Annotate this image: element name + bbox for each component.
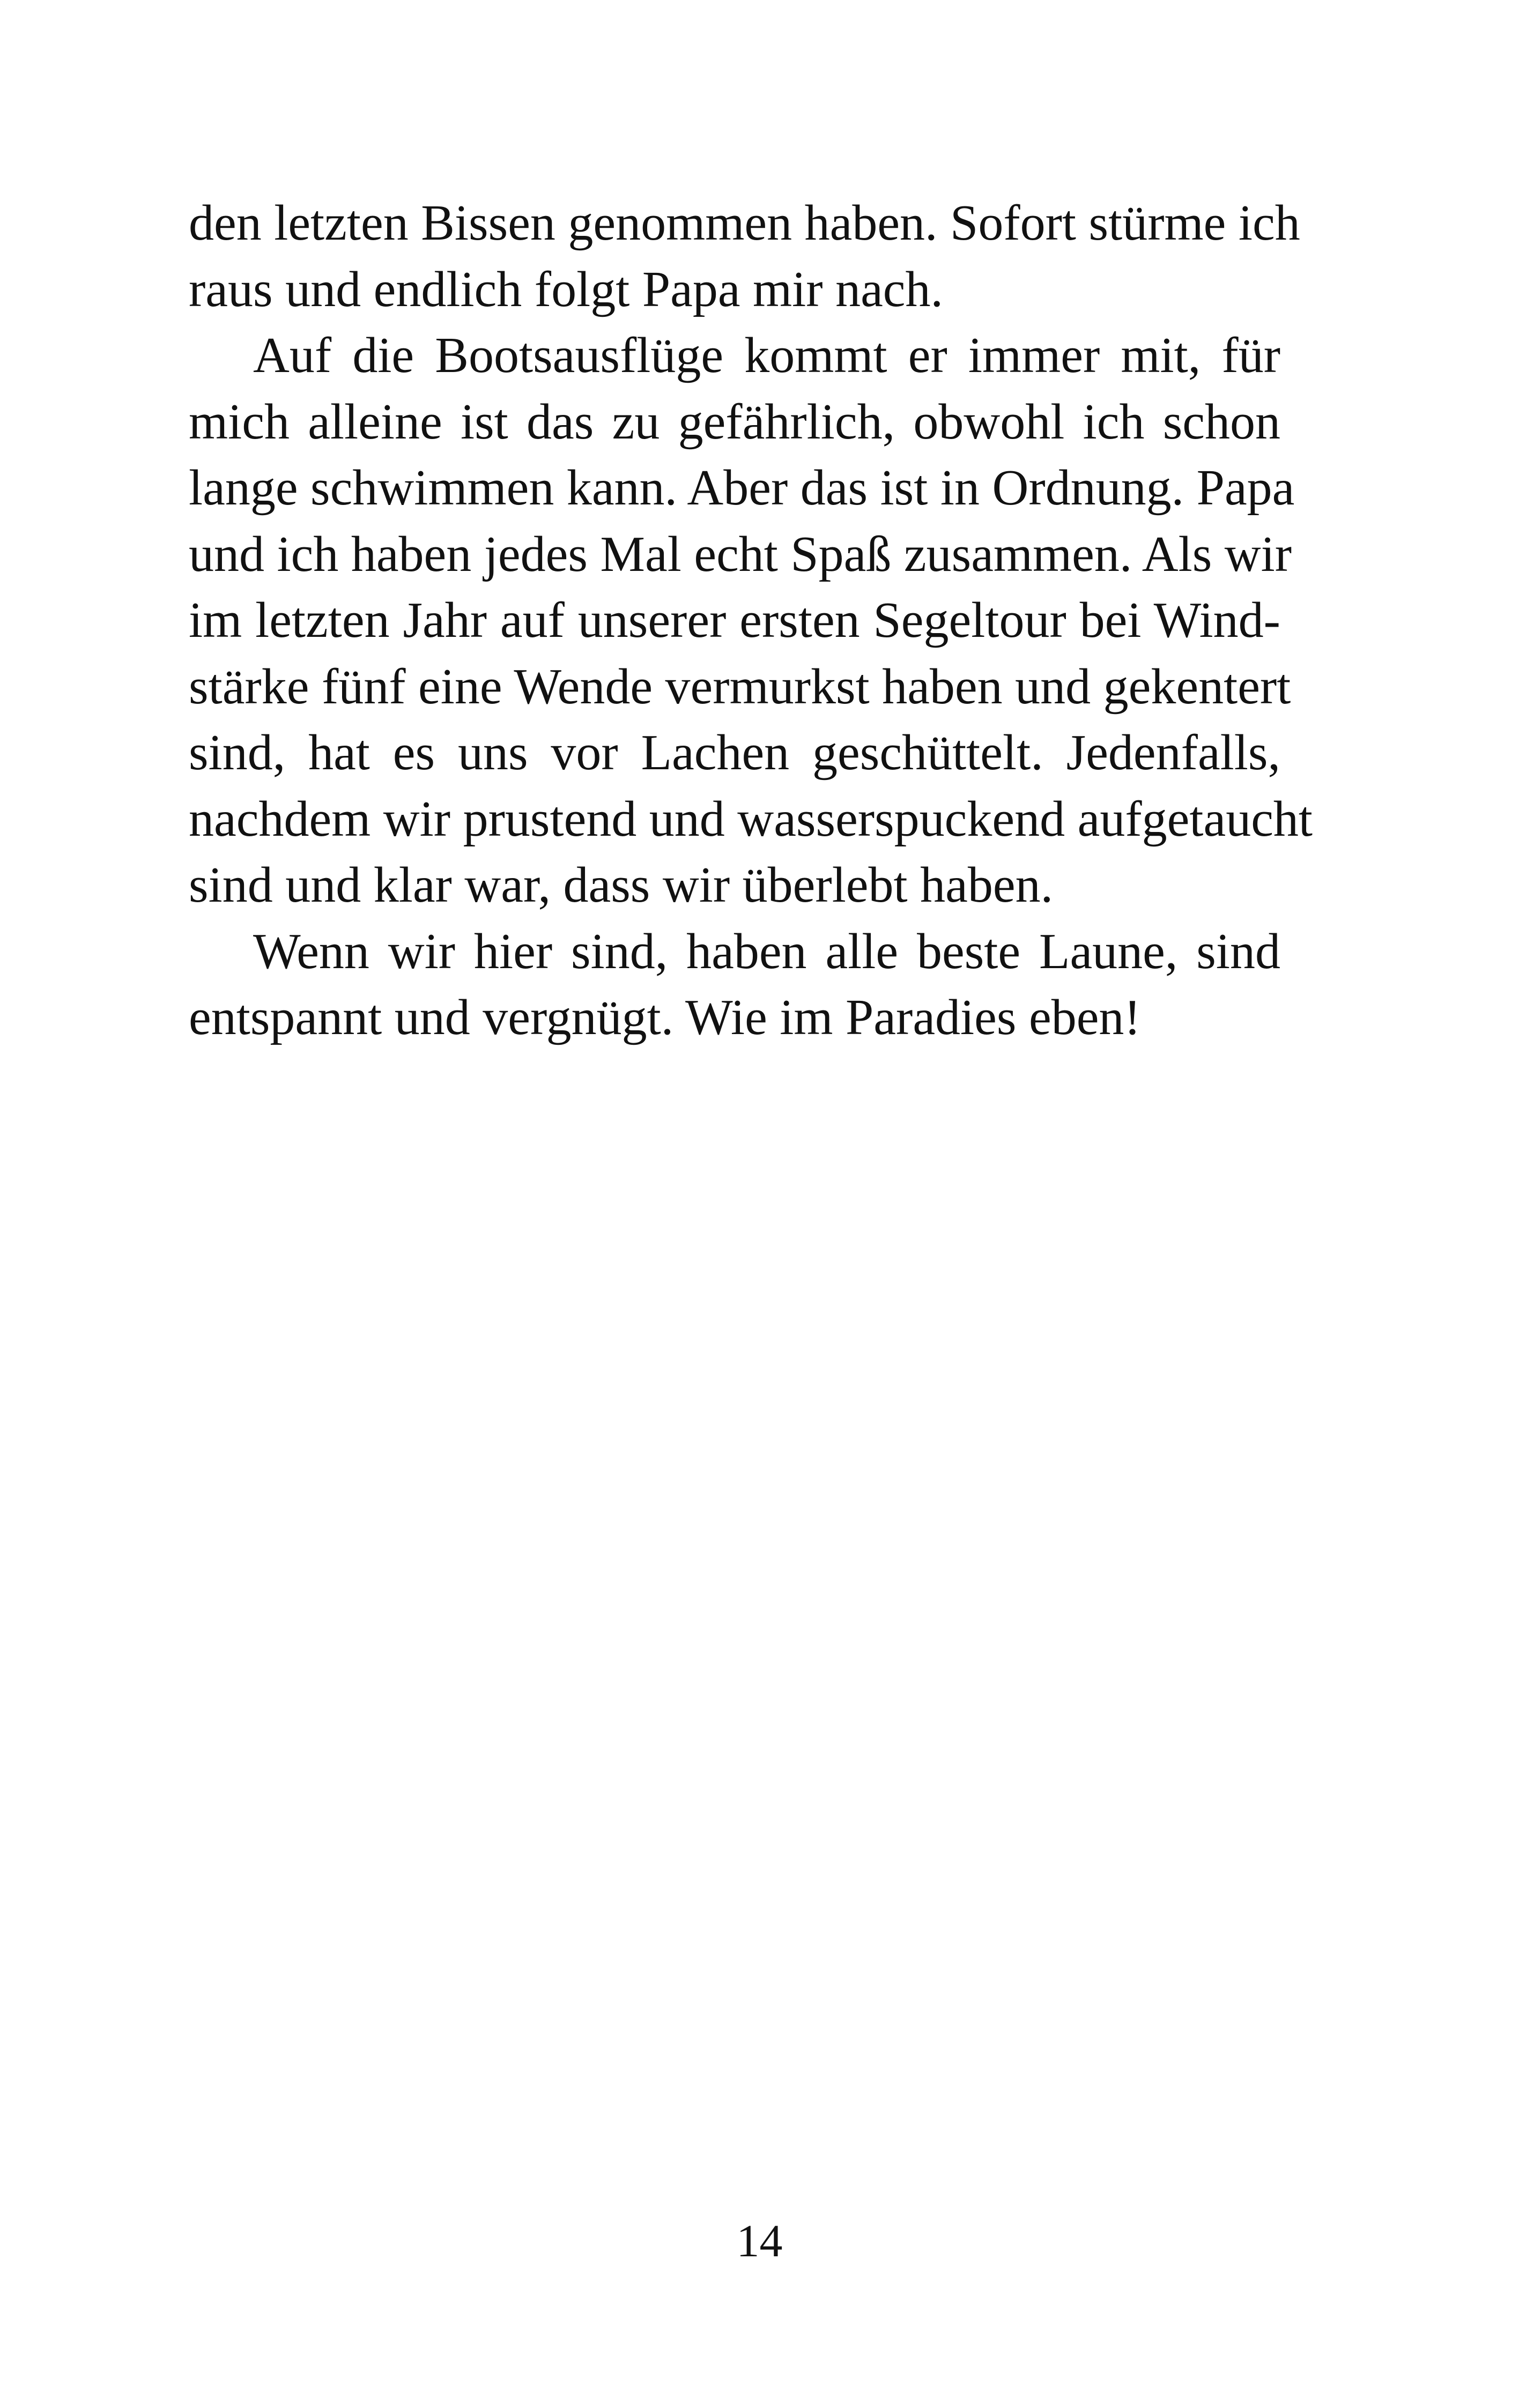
text-line: und ich haben jedes Mal echt Spaß zusammen. Als wir	[189, 526, 1292, 582]
page-number: 14	[736, 2215, 783, 2266]
text-line: entspannt und vergnügt. Wie im Paradies eben!	[189, 990, 1141, 1045]
text-line: Auf die Bootsausflüge kommt er immer mit, für	[253, 328, 1280, 383]
body-text	[189, 190, 1313, 1051]
text-line: sind, hat es uns vor Lachen geschüttelt. Jedenfalls,	[189, 725, 1280, 781]
text-line: im letzten Jahr auf unserer ersten Segeltour bei Wind-	[189, 592, 1280, 648]
text-line: Wenn wir hier sind, haben alle beste Laune, sind	[253, 923, 1280, 979]
text-line: sind und klar war, dass wir überlebt haben.	[189, 857, 1054, 913]
text-line: raus und endlich folgt Papa mir nach.	[189, 261, 944, 317]
text-line: stärke fünf eine Wende vermurkst haben und gekentert	[189, 658, 1291, 715]
text-line: den letzten Bissen genommen haben. Sofort stürme ich	[189, 195, 1300, 251]
text-line: lange schwimmen kann. Aber das ist in Ordnung. Papa	[189, 460, 1295, 516]
text-line: nachdem wir prustend und wasserspuckend aufgetaucht	[189, 791, 1313, 847]
text-line: mich alleine ist das zu gefährlich, obwohl ich schon	[189, 393, 1280, 450]
